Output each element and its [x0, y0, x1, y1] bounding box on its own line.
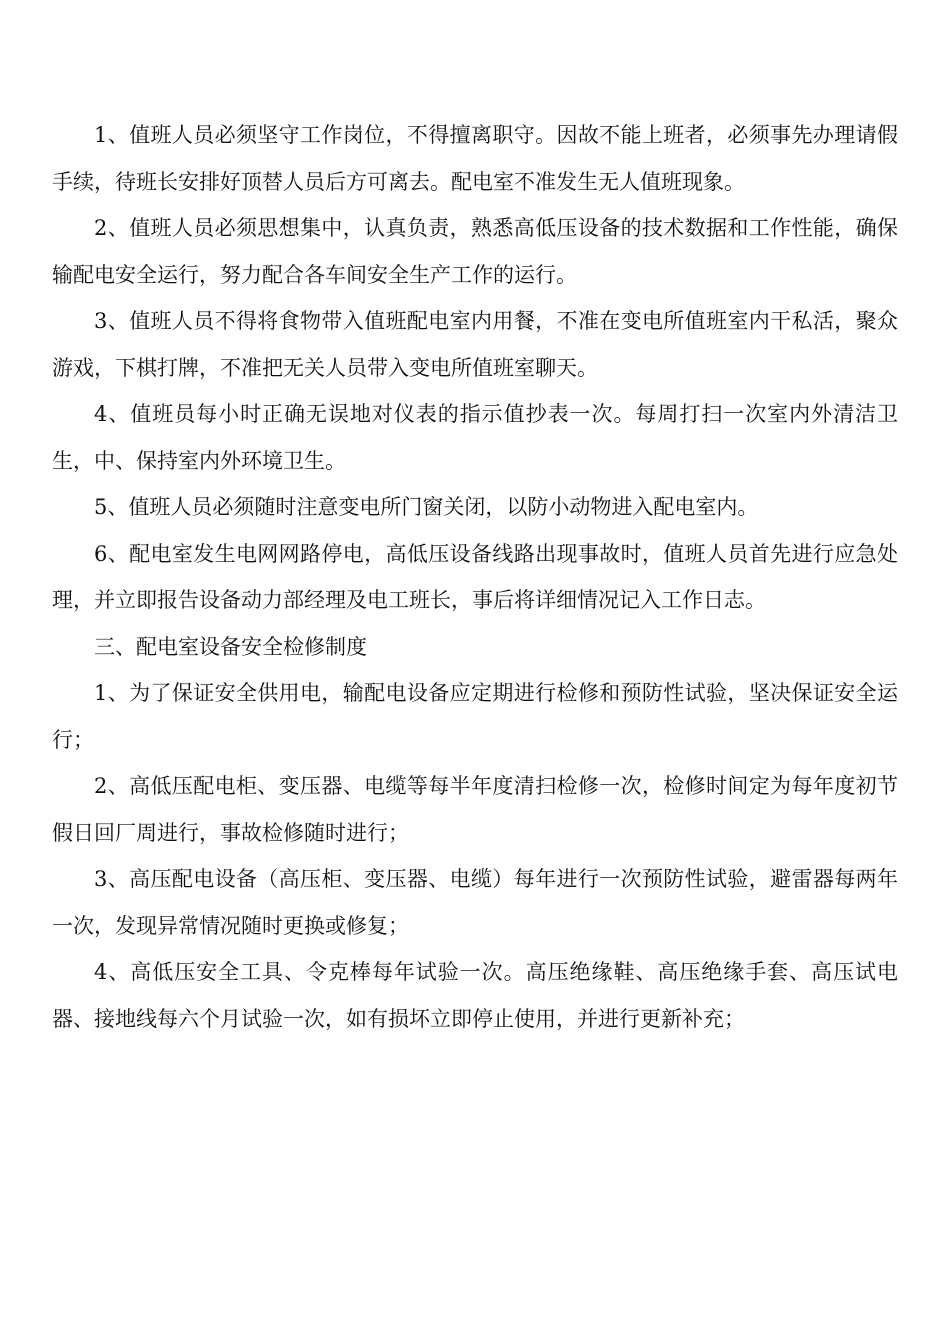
maintenance-rule-1: 1、为了保证安全供用电，输配电设备应定期进行检修和预防性试验，坚决保证安全运行；	[52, 681, 898, 752]
maintenance-rule-2: 2、高低压配电柜、变压器、电缆等每半年度清扫检修一次，检修时间定为每年度初节假日回厂周进行，事故检修随时进行；	[52, 774, 898, 845]
section-heading: 三、配电室设备安全检修制度	[94, 634, 367, 659]
maintenance-rule-3: 3、高压配电设备（高压柜、变压器、电缆）每年进行一次预防性试验，避雷器每两年一次，发现异常情况随时更换或修复；	[52, 867, 898, 938]
duty-rule-6: 6、配电室发生电网网路停电，高低压设备线路出现事故时，值班人员首先进行应急处理，并立即报告设备动力部经理及电工班长，事后将详细情况记入工作日志。	[52, 541, 898, 612]
duty-rule-3: 3、值班人员不得将食物带入值班配电室内用餐，不准在变电所值班室内干私活，聚众游戏，下棋打牌，不准把无关人员带入变电所值班室聊天。	[52, 309, 898, 380]
duty-rule-1: 1、值班人员必须坚守工作岗位，不得擅离职守。因故不能上班者，必须事先办理请假手续，待班长安排好顶替人员后方可离去。配电室不准发生无人值班现象。	[52, 123, 898, 194]
duty-rule-4: 4、值班员每小时正确无误地对仪表的指示值抄表一次。每周打扫一次室内外清洁卫生，中、保持室内外环境卫生。	[52, 402, 898, 473]
duty-rule-2: 2、值班人员必须思想集中，认真负责，熟悉高低压设备的技术数据和工作性能，确保输配电安全运行，努力配合各车间安全生产工作的运行。	[52, 216, 898, 287]
document-body	[52, 112, 898, 1042]
duty-rule-5: 5、值班人员必须随时注意变电所门窗关闭，以防小动物进入配电室内。	[94, 495, 759, 519]
maintenance-rule-4: 4、高低压安全工具、令克棒每年试验一次。高压绝缘鞋、高压绝缘手套、高压试电器、接地线每六个月试验一次，如有损坏立即停止使用，并进行更新补充；	[52, 960, 898, 1031]
